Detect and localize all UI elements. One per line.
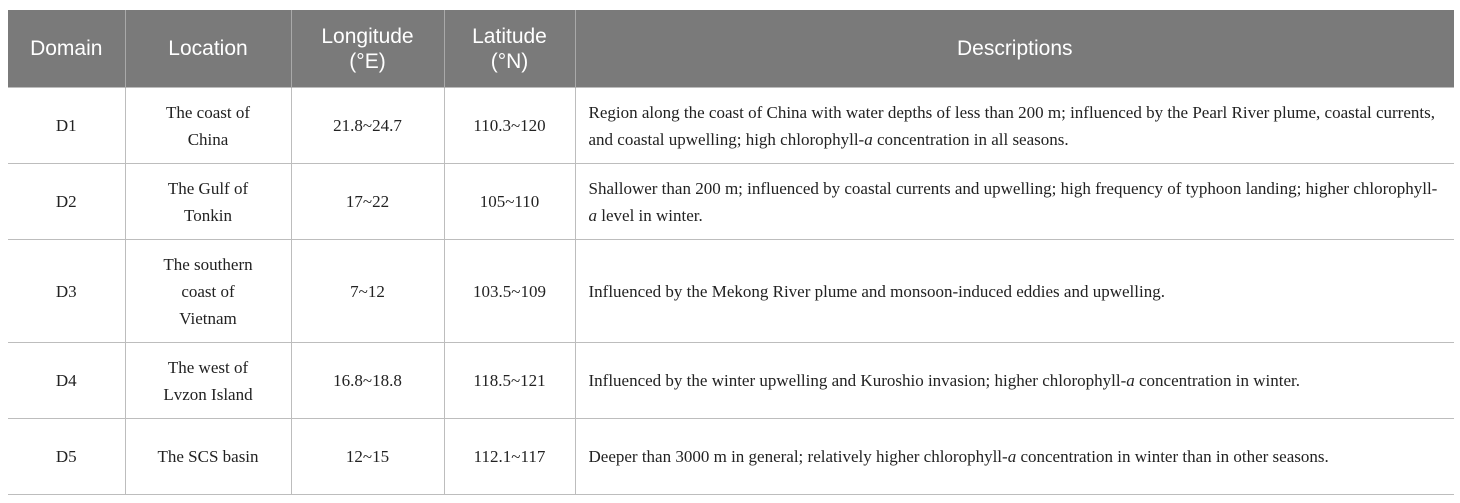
cell-latitude: 110.3~120 <box>444 88 575 164</box>
cell-description: Influenced by the Mekong River plume and monsoon-induced eddies and upwelling. <box>575 240 1454 343</box>
cell-domain: D2 <box>8 164 125 240</box>
table-row <box>8 343 1454 419</box>
table-row <box>8 240 1454 343</box>
cell-description: Deeper than 3000 m in general; relatively higher chlorophyll-a concentration in winter than in other seasons. <box>575 419 1454 495</box>
header-location: Location <box>125 10 291 88</box>
header-longitude: Longitude (°E) <box>291 10 444 88</box>
cell-description: Shallower than 200 m; influenced by coastal currents and upwelling; high frequency of typhoon landing; higher chlorophyll-a level in winter. <box>575 164 1454 240</box>
domains-table <box>8 10 1454 495</box>
cell-longitude: 17~22 <box>291 164 444 240</box>
header-domain: Domain <box>8 10 125 88</box>
cell-domain: D4 <box>8 343 125 419</box>
cell-longitude: 12~15 <box>291 419 444 495</box>
cell-description: Influenced by the winter upwelling and Kuroshio invasion; higher chlorophyll-a concentration in winter. <box>575 343 1454 419</box>
cell-longitude: 7~12 <box>291 240 444 343</box>
table-header-row <box>8 10 1454 88</box>
cell-domain: D3 <box>8 240 125 343</box>
cell-location: The southern coast of Vietnam <box>125 240 291 343</box>
cell-latitude: 105~110 <box>444 164 575 240</box>
cell-location: The Gulf of Tonkin <box>125 164 291 240</box>
cell-location: The SCS basin <box>125 419 291 495</box>
cell-latitude: 112.1~117 <box>444 419 575 495</box>
cell-location: The west of Lvzon Island <box>125 343 291 419</box>
cell-latitude: 103.5~109 <box>444 240 575 343</box>
cell-longitude: 16.8~18.8 <box>291 343 444 419</box>
table-row <box>8 419 1454 495</box>
cell-longitude: 21.8~24.7 <box>291 88 444 164</box>
table-row <box>8 164 1454 240</box>
table-row <box>8 88 1454 164</box>
cell-description: Region along the coast of China with water depths of less than 200 m; influenced by the Pearl River plume, coastal currents, and coastal upwelling; high chlorophyll-a concentration in all seasons. <box>575 88 1454 164</box>
header-descriptions: Descriptions <box>575 10 1454 88</box>
cell-location: The coast of China <box>125 88 291 164</box>
cell-latitude: 118.5~121 <box>444 343 575 419</box>
header-latitude: Latitude (°N) <box>444 10 575 88</box>
cell-domain: D5 <box>8 419 125 495</box>
cell-domain: D1 <box>8 88 125 164</box>
